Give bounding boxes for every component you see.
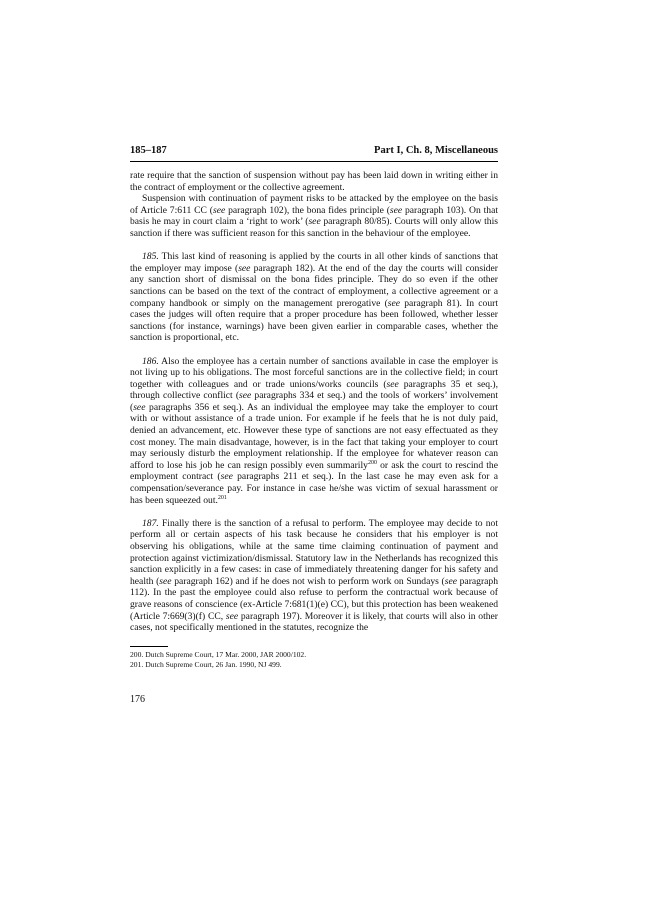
paragraph-number: 187. [142, 517, 159, 529]
paragraph-number: 186. [142, 355, 159, 367]
running-header [130, 145, 498, 162]
header-paragraph-range: 185–187 [130, 145, 167, 156]
footnote-ref-201: 201 [217, 494, 227, 501]
footnote-201: 201. Dutch Supreme Court, 26 Jan. 1990, NJ 499. [130, 659, 282, 669]
paragraph-186: 186. Also the employee has a certain number of sanctions available in case the employer is not living up to his obligations. The most forceful sanctions are in the collective field; in court together with colleagues and or trade unions/works councils (see paragraphs 35 et seq.), through collective conflict (see paragraphs 334 et seq.) and the tools of workers’ involvement (see paragraphs 356 et seq.). As an individual the employee may take the employer to court with or without assistance of a trade union. For example if he feels that he is not duly paid, denied an advancement, etc. However these type of sanctions are not easy effectuated as they cost money. The main disadvantage, however, is in the fact that taking your employer to court may seriously disturb the employment relationship. If the employee for whatever reason can afford to lose his job he can resign possibly even summarily$^{200}$ or ask the court to rescind the employment contract (see paragraphs 211 et seq.). In the last case he may even ask for a compensation/severance pay. For instance in case he/she was victim of sexual harassment or has been squeezed out.$^{201}$ [130, 355, 498, 506]
header-chapter-title: Part I, Ch. 8, Miscellaneous [374, 145, 498, 156]
paragraph-suspension: Suspension with continuation of payment risks to be attacked by the employee on the basis of Article 7:611 CC (see paragraph 102), the bona fides principle (see paragraph 103). On that basis he may in court claim a ‘right to work’ (see paragraph 80/85). Courts will only allow this sanction if there was sufficient reason for this sanction in the behaviour of the employee. [130, 193, 499, 239]
page-number: 176 [130, 693, 145, 705]
paragraph-187: 187. Finally there is the sanction of a refusal to perform. The employee may decide to not perform all or certain aspects of his task because he considers that his employer is not observing his obligations, while at the same time claiming continuation of payment and protection against victimization/dismissal. Statutory law in the Netherlands has recognized this sanction explicitly in a few cases: in case of immediately threatening danger for his safety and health (see paragraph 162) and if he does not wish to perform work on Sundays (see paragraph 112). In the past the employee could also refuse to perform the contractual work because of grave reasons of conscience (ex-Article 7:681(1)(e) CC), but this protection has been weakened (Article 7:669(3)(f) CC, see paragraph 197). Moreover it is likely, that courts will also in other cases, not specifically mentioned in the statutes, recognize the [130, 517, 498, 634]
paragraph-continuation: rate require that the sanction of suspension without pay has been laid down in writing either in the contract of employment or the collective agreement. [130, 170, 498, 193]
footnote-divider [130, 646, 168, 647]
book-page [130, 145, 498, 705]
footnote-200: 200. Dutch Supreme Court, 17 Mar. 2000, JAR 2000/102. [130, 649, 307, 659]
paragraph-number: 185. [142, 251, 159, 263]
paragraph-185: 185. This last kind of reasoning is applied by the courts in all other kinds of sanctions that the employer may impose (see paragraph 182). At the end of the day the courts will consider any sanction short of dismissal on the bona fides principle. They do so even if the other sanctions can be based on the text of the contract of employment, a collective agreement or a company handbook or simply on the management prerogative (see paragraph 81). In court cases the judges will often require that a proper procedure has been followed, whether lesser sanctions (for instance, warnings) have been given earlier in comparable cases, whether the sanction is proportional, etc. [130, 251, 498, 344]
footnote-ref-200: 200 [367, 459, 377, 466]
